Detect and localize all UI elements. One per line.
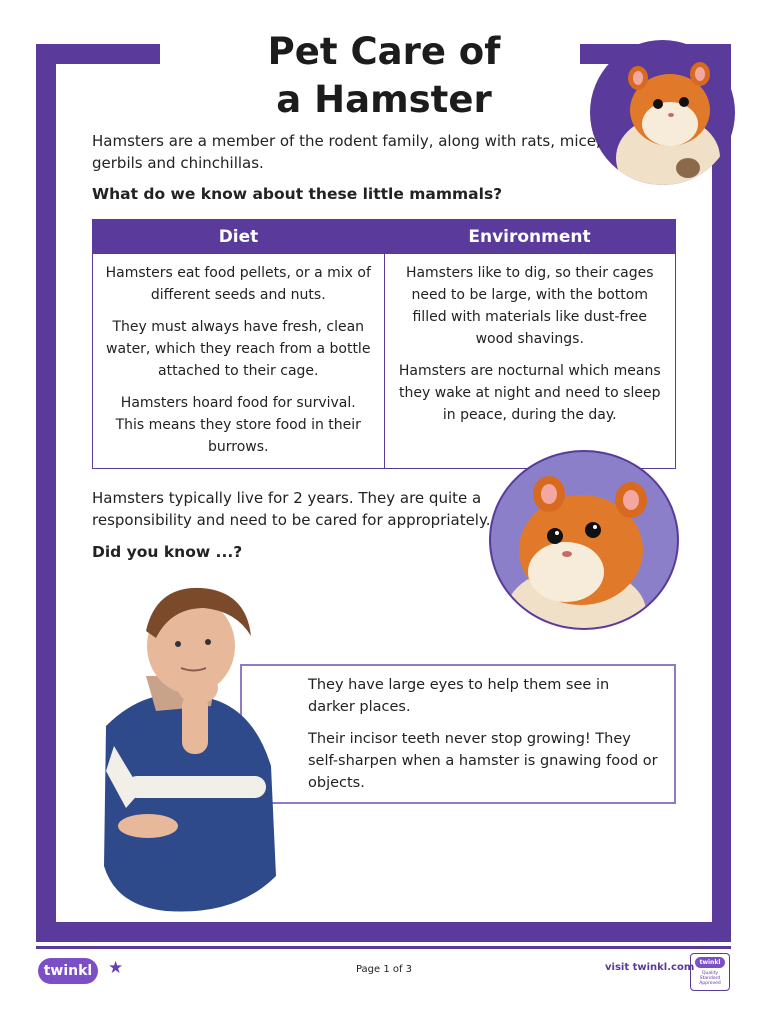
fact-item: They have large eyes to help them see in darker places. <box>308 677 610 715</box>
did-you-know-box <box>240 664 676 804</box>
facts-list <box>308 674 658 804</box>
page-number: Page 1 of 3 <box>355 964 413 975</box>
badge-text: Quality Standard Approved <box>699 971 721 986</box>
did-you-know-heading: Did you know ...? <box>92 543 243 561</box>
quality-badge <box>690 953 730 991</box>
table-header-environment: Environment <box>468 227 591 247</box>
badge-logo: twinkl <box>695 957 725 968</box>
footer-divider <box>36 946 731 949</box>
thinking-boy-illustration <box>86 576 286 921</box>
environment-fact: Hamsters like to dig, so their cages need to be large, with the bottom filled with materials like dust-free wood shavings. <box>405 265 654 347</box>
lifespan-paragraph: Hamsters typically live for 2 years. They are quite a responsibility and need to be cared for appropriately. <box>92 489 491 529</box>
environment-cell <box>384 254 676 468</box>
table-header-diet: Diet <box>218 227 259 247</box>
twinkl-logo[interactable]: twinkl <box>38 958 98 984</box>
fact-item: Their incisor teeth never stop growing! They self-sharpen when a hamster is gnawing food or objects. <box>308 731 658 791</box>
visit-link[interactable]: visit twinkl.com <box>605 962 695 973</box>
environment-fact: Hamsters are nocturnal which means they wake at night and need to sleep in peace, during the day. <box>398 363 661 423</box>
table-header-row <box>93 220 675 254</box>
intro-paragraph: Hamsters are a member of the rodent family, along with rats, mice, gerbils and chinchillas. <box>92 132 601 172</box>
page-title: Pet Care of a Hamster <box>267 30 501 121</box>
star-icon[interactable]: ★ <box>108 958 124 978</box>
diet-environment-table <box>92 219 676 469</box>
table-row <box>93 254 675 468</box>
diet-cell <box>93 254 384 468</box>
diet-fact: Hamsters eat food pellets, or a mix of different seeds and nuts. <box>105 265 371 303</box>
diet-fact: Hamsters hoard food for survival. This means they store food in their burrows. <box>115 395 361 455</box>
section-question: What do we know about these little mammals? <box>92 185 503 203</box>
hamster-portrait-illustration <box>489 450 679 630</box>
diet-fact: They must always have fresh, clean water, which they reach from a bottle attached to their cage. <box>106 319 371 379</box>
